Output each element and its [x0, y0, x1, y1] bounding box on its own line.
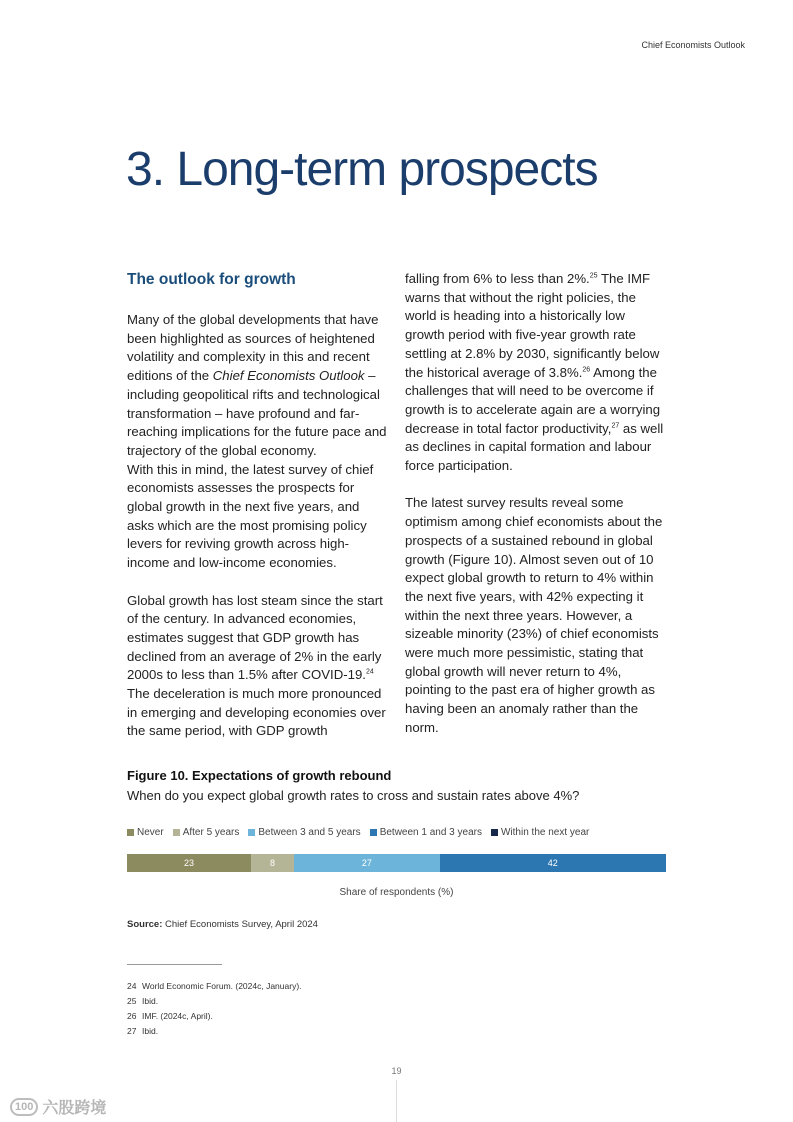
footnote-ref: 25	[589, 272, 598, 280]
legend-item	[491, 827, 589, 838]
footnote: 26 IMF. (2024c, April).	[127, 1011, 213, 1021]
chart-legend	[127, 827, 589, 838]
watermark-logo-icon: 100	[10, 1098, 38, 1116]
bar-segment	[127, 854, 251, 872]
footnote: 27 Ibid.	[127, 1026, 159, 1036]
figure-title: Figure 10. Expectations of growth rebound	[127, 768, 392, 783]
figure-source: Source: Chief Economists Survey, April 2024	[127, 919, 318, 930]
legend-label: Between 3 and 5 years	[258, 827, 361, 838]
bar-value-label: 23	[183, 858, 194, 868]
legend-item	[370, 827, 482, 838]
right-column	[405, 270, 667, 756]
legend-swatch	[370, 829, 377, 836]
legend-label: Between 1 and 3 years	[379, 827, 482, 838]
legend-item	[248, 827, 360, 838]
left-paragraph-2: With this in mind, the latest survey of chief economists assesses the prospects for global growth in the next five years, and asks which are the most promising policy levers for reviving growth across high-income and low-income economies.	[127, 461, 374, 571]
footnote: 24 World Economic Forum. (2024c, January).	[127, 981, 302, 991]
bar-segment	[251, 854, 294, 872]
bar-value-label: 42	[547, 858, 558, 868]
footnote-divider	[127, 964, 222, 965]
section-heading: The outlook for growth	[127, 271, 296, 288]
running-header: Chief Economists Outlook	[641, 40, 745, 50]
footnote-ref: 26	[582, 366, 591, 374]
figure-subtitle: When do you expect global growth rates to cross and sustain rates above 4%?	[127, 788, 580, 803]
left-column	[127, 270, 389, 760]
publication-title: Chief Economists Outlook	[212, 368, 365, 384]
legend-swatch	[173, 829, 180, 836]
legend-label: Never	[137, 827, 164, 838]
legend-swatch	[127, 829, 134, 836]
page-divider	[396, 1080, 397, 1122]
bar-value-label: 27	[361, 858, 372, 868]
bar-segment	[294, 854, 440, 872]
chapter-title: 3. Long-term prospects	[126, 143, 598, 196]
stacked-bar	[127, 854, 666, 872]
legend-item	[127, 827, 164, 838]
page-number: 19	[391, 1066, 402, 1076]
watermark-text: 六股跨境	[42, 1100, 107, 1117]
legend-item	[173, 827, 240, 838]
footnote-ref: 24	[365, 668, 374, 676]
legend-label: After 5 years	[182, 827, 240, 838]
watermark	[10, 1095, 106, 1118]
bar-segment	[440, 854, 666, 872]
legend-swatch	[248, 829, 255, 836]
right-paragraph-1: falling from 6% to less than 2%.$^{25}$ The IMF warns that without the right policies, the world is heading into a historically low growth period with five-year growth rate settling at 2.8% by 2030, significantly below the historical average of 3.8%.$^{26}$ Among the challenges that will need to be overcome if growth is to accelerate again are a worrying decrease in total factor productivity,$^{27}$ as well as declines in capital formation and labour force participation.	[405, 271, 664, 474]
footnote: 25 Ibid.	[127, 996, 159, 1006]
legend-swatch	[491, 829, 498, 836]
left-paragraph-1: Many of the global developments that have been highlighted as sources of heightened volatility and complexity in this and recent editions of the Chief Economists Outlook – including geopolitical rifts and technological transformation – have profound and far-reaching implications for the future pace and trajectory of the global economy.	[127, 312, 387, 458]
left-paragraph-3: Global growth has lost steam since the start of the century. In advanced economies, estimates suggest that GDP growth has declined from an average of 2% in the early 2000s to less than 1.5% after COVID-19.24 The deceleration is much more pronounced in emerging and developing economies over the same period, with GDP growth	[127, 592, 386, 739]
right-paragraph-2: The latest survey results reveal some optimism among chief economists about the prospects of a sustained rebound in global growth (Figure 10). Almost seven out of 10 expect global growth to return to 4% within the next five years, with 42% expecting it within the next three years. However, a sizeable minority (23%) of chief economists were much more pessimistic, stating that global growth will never return to 4%, pointing to the past era of higher growth as having been an anomaly rather than the norm.	[405, 495, 663, 735]
legend-label: Within the next year	[500, 827, 590, 838]
footnote-ref: 27	[611, 422, 620, 430]
x-axis-label: Share of respondents (%)	[339, 887, 454, 898]
bar-value-label: 8	[270, 858, 276, 868]
footnotes	[127, 979, 302, 1039]
